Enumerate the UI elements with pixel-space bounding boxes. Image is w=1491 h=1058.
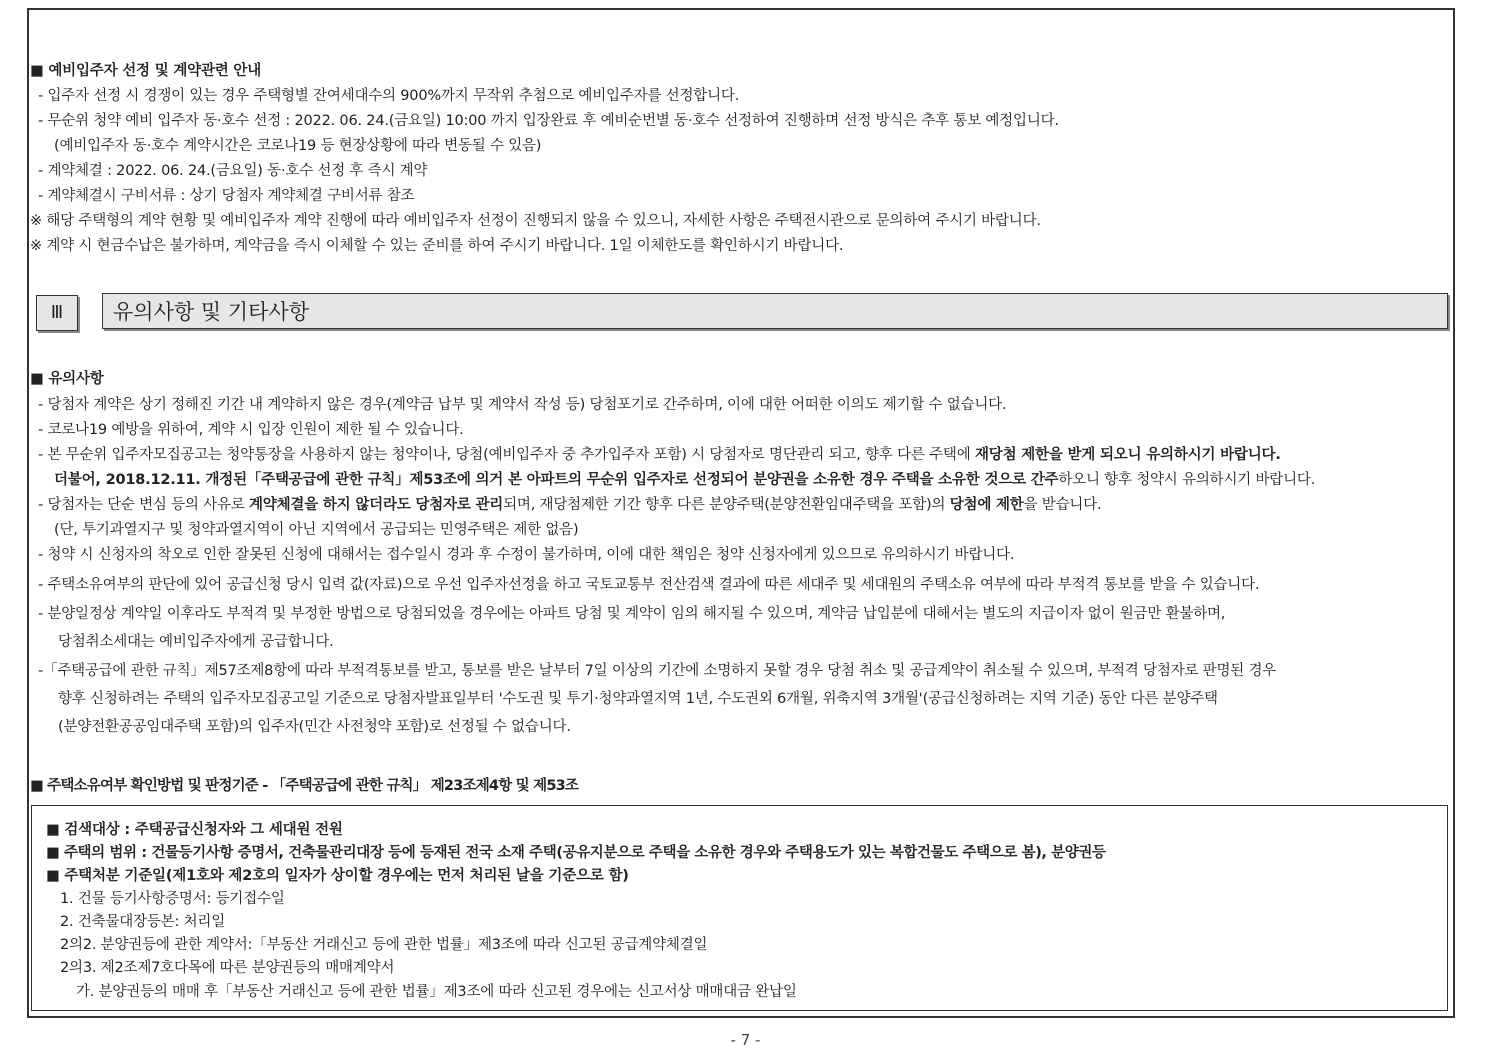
contract-note-2: ※ 계약 시 현금수납은 불가하며, 계약금을 즉시 이체할 수 있는 준비를 하여 주시기 바랍니다. 1일 이체한도를 확인하시기 바랍니다. xyxy=(30,238,844,254)
notes-line-2: - 코로나19 예방을 위하여, 계약 시 입장 인원이 제한 될 수 있습니다. xyxy=(38,422,464,438)
notes-line-10: 당첨취소세대는 예비입주자에게 공급합니다. xyxy=(58,634,334,650)
contract-line-2: - 무순위 청약 예비 입주자 동·호수 선정 : 2022. 06. 24.(금요일) 10:00 까지 입장완료 후 예비순번별 동·호수 선정하여 진행하며 선정 방식은 추후 통보 예정입니다. xyxy=(38,113,1059,129)
notes-line-4: 더불어, 2018.12.11. 개정된「주택공급에 관한 규칙」제53조에 의거 본 아파트의 무순위 입주자로 선정되어 분양권을 소유한 경우 주택을 소유한 것으로 간주하오니 향후 청약시 유의하시기 바랍니다. xyxy=(54,472,1316,488)
contract-line-3: (예비입주자 동·호수 계약시간은 코로나19 등 현장상황에 따라 변동될 수 있음) xyxy=(54,138,542,154)
notes-line-12: 향후 신청하려는 주택의 입주자모집공고일 기준으로 당첨자발표일부터 '수도권 및 투기·청약과열지역 1년, 수도권외 6개월, 위축지역 3개월'(공급신청하려는 지역 기준) 동안 다른 분양주택 xyxy=(58,691,1218,707)
ownership-item-2: 2. 건축물대장등본: 처리일 xyxy=(60,914,226,930)
notes-heading: ■ 유의사항 xyxy=(30,371,104,387)
ownership-item-4: 2의3. 제2조제7호다목에 따른 분양권등의 매매계약서 xyxy=(60,960,395,976)
notes-line-8: - 주택소유여부의 판단에 있어 공급신청 당시 입력 값(자료)으로 우선 입주자선정을 하고 국토교통부 전산검색 결과에 따른 세대주 및 세대원의 주택소유 여부에 따라 부적격 통보를 받을 수 있습니다. xyxy=(38,577,1260,593)
contract-section-heading: ■ 예비입주자 선정 및 계약관련 안내 xyxy=(30,63,262,79)
ownership-bullet-3: ■ 주택처분 기준일(제1호와 제2호의 일자가 상이할 경우에는 먼저 처리된 날을 기준으로 함) xyxy=(46,868,629,884)
section-number: Ⅲ xyxy=(36,295,78,331)
notes-line-7: - 청약 시 신청자의 착오로 인한 잘못된 신청에 대해서는 접수일시 경과 후 수정이 불가하며, 이에 대한 책임은 청약 신청자에게 있으므로 유의하시기 바랍니다. xyxy=(38,547,1015,563)
ownership-bullet-1: ■ 검색대상 : 주택공급신청자와 그 세대원 전원 xyxy=(46,822,343,838)
ownership-item-3: 2의2. 분양권등에 관한 계약서:「부동산 거래신고 등에 관한 법률」제3조에 따라 신고된 공급계약체결일 xyxy=(60,937,708,953)
notes-line-5: - 당첨자는 단순 변심 등의 사유로 계약체결을 하지 않더라도 당첨자로 관리되며, 재당첨제한 기간 향후 다른 분양주택(분양전환임대주택을 포함)의 당첨에 제한을 받습니다. xyxy=(38,497,1102,513)
contract-line-5: - 계약체결시 구비서류 : 상기 당첨자 계약체결 구비서류 참조 xyxy=(38,188,415,204)
notes-line-6: (단, 투기과열지구 및 청약과열지역이 아닌 지역에서 공급되는 민영주택은 제한 없음) xyxy=(54,522,579,538)
section-title: 유의사항 및 기타사항 xyxy=(102,293,1448,329)
ownership-item-1: 1. 건물 등기사항증명서: 등기접수일 xyxy=(60,891,285,907)
ownership-item-5: 가. 분양권등의 매매 후「부동산 거래신고 등에 관한 법률」제3조에 따라 신고된 경우에는 신고서상 매매대금 완납일 xyxy=(76,984,797,1000)
notes-line-13: (분양전환공공임대주택 포함)의 입주자(민간 사전청약 포함)로 선정될 수 없습니다. xyxy=(58,719,571,735)
notes-line-3: - 본 무순위 입주자모집공고는 청약통장을 사용하지 않는 청약이나, 당첨(예비입주자 중 추가입주자 포함) 시 당첨자로 명단관리 되고, 향후 다른 주택에 재당첨 제한을 받게 되오니 유의하시기 바랍니다. xyxy=(38,447,1281,463)
section-banner xyxy=(36,293,1450,333)
notes-line-11: -「주택공급에 관한 규칙」제57조제8항에 따라 부적격통보를 받고, 통보를 받은 날부터 7일 이상의 기간에 소명하지 못할 경우 당첨 취소 및 공급계약이 취소될 수 있으며, 부적격 당첨자로 판명된 경우 xyxy=(38,663,1277,679)
ownership-bullet-2: ■ 주택의 범위 : 건물등기사항 증명서, 건축물관리대장 등에 등재된 전국 소재 주택(공유지분으로 주택을 소유한 경우와 주택용도가 있는 복합건물도 주택으로 봄), 분양권등 xyxy=(46,845,1106,861)
contract-line-4: - 계약체결 : 2022. 06. 24.(금요일) 동·호수 선정 후 즉시 계약 xyxy=(38,163,428,179)
notes-line-1: - 당첨자 계약은 상기 정해진 기간 내 계약하지 않은 경우(계약금 납부 및 계약서 작성 등) 당첨포기로 간주하며, 이에 대한 어떠한 이의도 제기할 수 없습니다. xyxy=(38,397,1007,413)
contract-line-1: - 입주자 선정 시 경쟁이 있는 경우 주택형별 잔여세대수의 900%까지 무작위 추첨으로 예비입주자를 선정합니다. xyxy=(38,88,740,104)
contract-note-1: ※ 해당 주택형의 계약 현황 및 예비입주자 계약 진행에 따라 예비입주자 선정이 진행되지 않을 수 있으니, 자세한 사항은 주택전시관으로 문의하여 주시기 바랍니다. xyxy=(30,213,1041,229)
notes-line-9: - 분양일정상 계약일 이후라도 부적격 및 부정한 방법으로 당첨되었을 경우에는 아파트 당첨 및 계약이 임의 해지될 수 있으며, 계약금 납입분에 대해서는 별도의 지급이자 없이 원금만 환불하며, xyxy=(38,606,1226,622)
page-number: - 7 - xyxy=(730,1031,761,1049)
ownership-heading: ■ 주택소유여부 확인방법 및 판정기준 - 「주택공급에 관한 규칙」 제23조제4항 및 제53조 xyxy=(30,778,579,794)
